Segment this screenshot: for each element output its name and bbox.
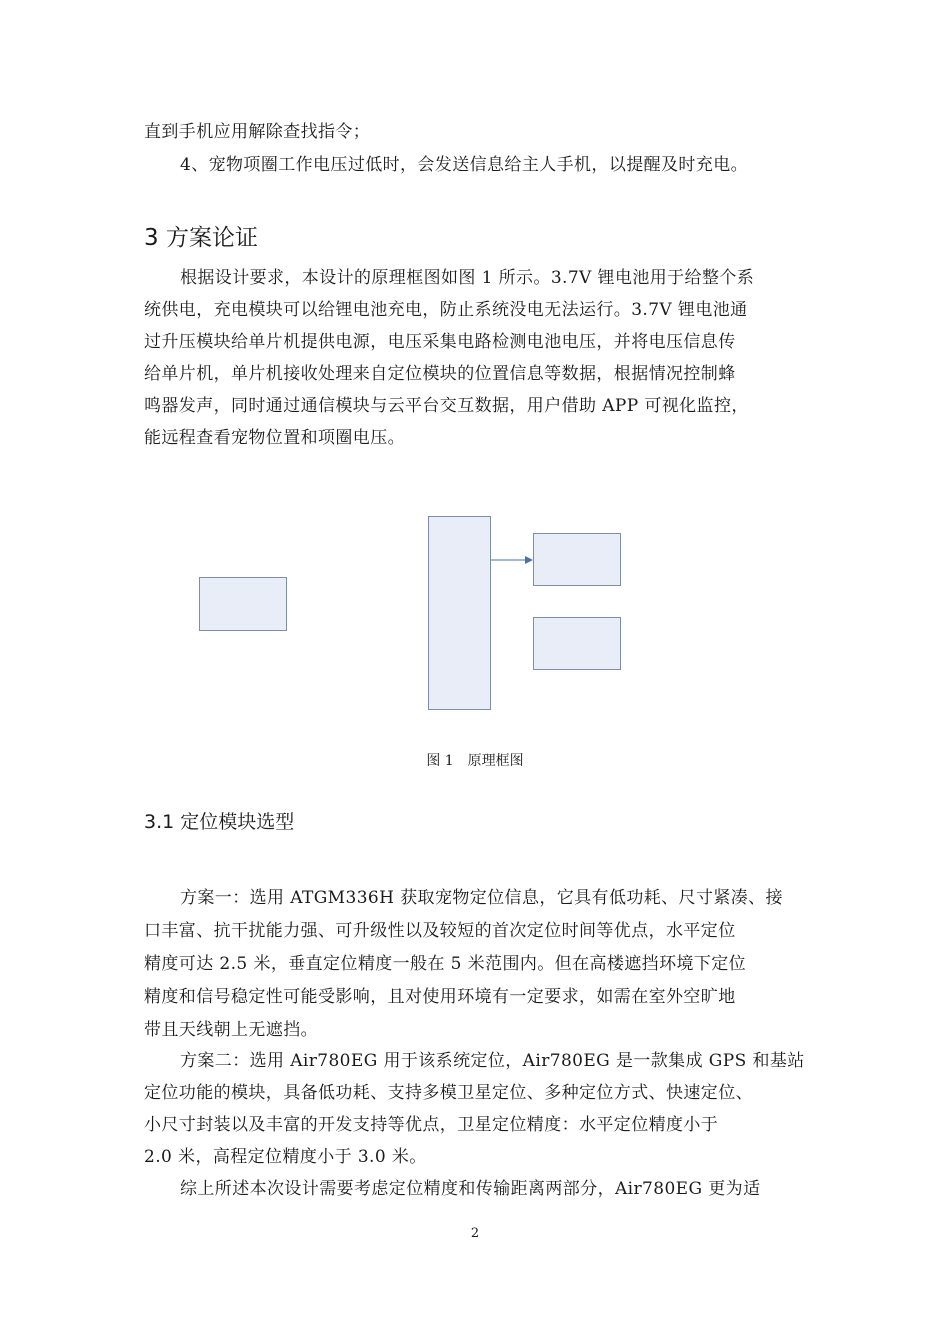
arrow-head: [525, 556, 533, 564]
intro-line-1: 直到手机应用解除查找指令；: [144, 122, 371, 142]
figure-caption-number: 图 1: [426, 753, 454, 769]
conclusion-line: 综上所述本次设计需要考虑定位精度和传输距离两部分，Air780EG 更为适: [180, 1179, 761, 1199]
option2-line-4: 2.0 米，高程定位精度小于 3.0 米。: [144, 1147, 427, 1167]
intro-line-2: 4、宠物项圈工作电压过低时，会发送信息给主人手机，以提醒及时充电。: [180, 155, 749, 175]
option1-line-5: 带且天线朝上无遮挡。: [144, 1020, 318, 1040]
section-3-line-4: 给单片机，单片机接收处理来自定位模块的位置信息等数据，根据情况控制蜂: [144, 364, 736, 384]
section-3-line-1: 根据设计要求，本设计的原理框图如图 1 所示。3.7V 锂电池用于给整个系: [180, 268, 755, 288]
option1-line-3: 精度可达 2.5 米，垂直定位精度一般在 5 米范围内。但在高楼遮挡环境下定位: [144, 954, 747, 974]
section-3-line-6: 能远程查看宠物位置和项圈电压。: [144, 428, 405, 448]
figure-caption-title: 原理框图: [467, 753, 524, 769]
section-3-line-2: 统供电，充电模块可以给锂电池充电，防止系统没电无法运行。3.7V 锂电池通: [144, 300, 748, 320]
option2-line-3: 小尺寸封装以及丰富的开发支持等优点，卫星定位精度：水平定位精度小于: [144, 1115, 719, 1135]
option1-line-2: 口丰富、抗干扰能力强、可升级性以及较短的首次定位时间等优点，水平定位: [144, 921, 736, 941]
option1-line-4: 精度和信号稳定性可能受影响，且对使用环境有一定要求，如需在室外空旷地: [144, 987, 736, 1007]
page-number: 2: [470, 1226, 480, 1241]
option2-line-2: 定位功能的模块，具备低功耗、支持多模卫星定位、多种定位方式、快速定位、: [144, 1083, 753, 1103]
section-3-line-5: 鸣器发声，同时通过通信模块与云平台交互数据，用户借助 APP 可视化监控，: [144, 396, 749, 416]
figure-caption: [0, 750, 950, 772]
section-3-line-3: 过升压模块给单片机提供电源，电压采集电路检测电池电压，并将电压信息传: [144, 332, 736, 352]
option1-line-1: 方案一：选用 ATGM336H 获取宠物定位信息，它具有低功耗、尺寸紧凑、接: [180, 888, 783, 908]
section-3-heading: 3 方案论证: [144, 225, 258, 251]
option2-line-1: 方案二：选用 Air780EG 用于该系统定位，Air780EG 是一款集成 GPS 和基站: [180, 1051, 805, 1071]
section-3-1-heading: 3.1 定位模块选型: [144, 811, 295, 833]
